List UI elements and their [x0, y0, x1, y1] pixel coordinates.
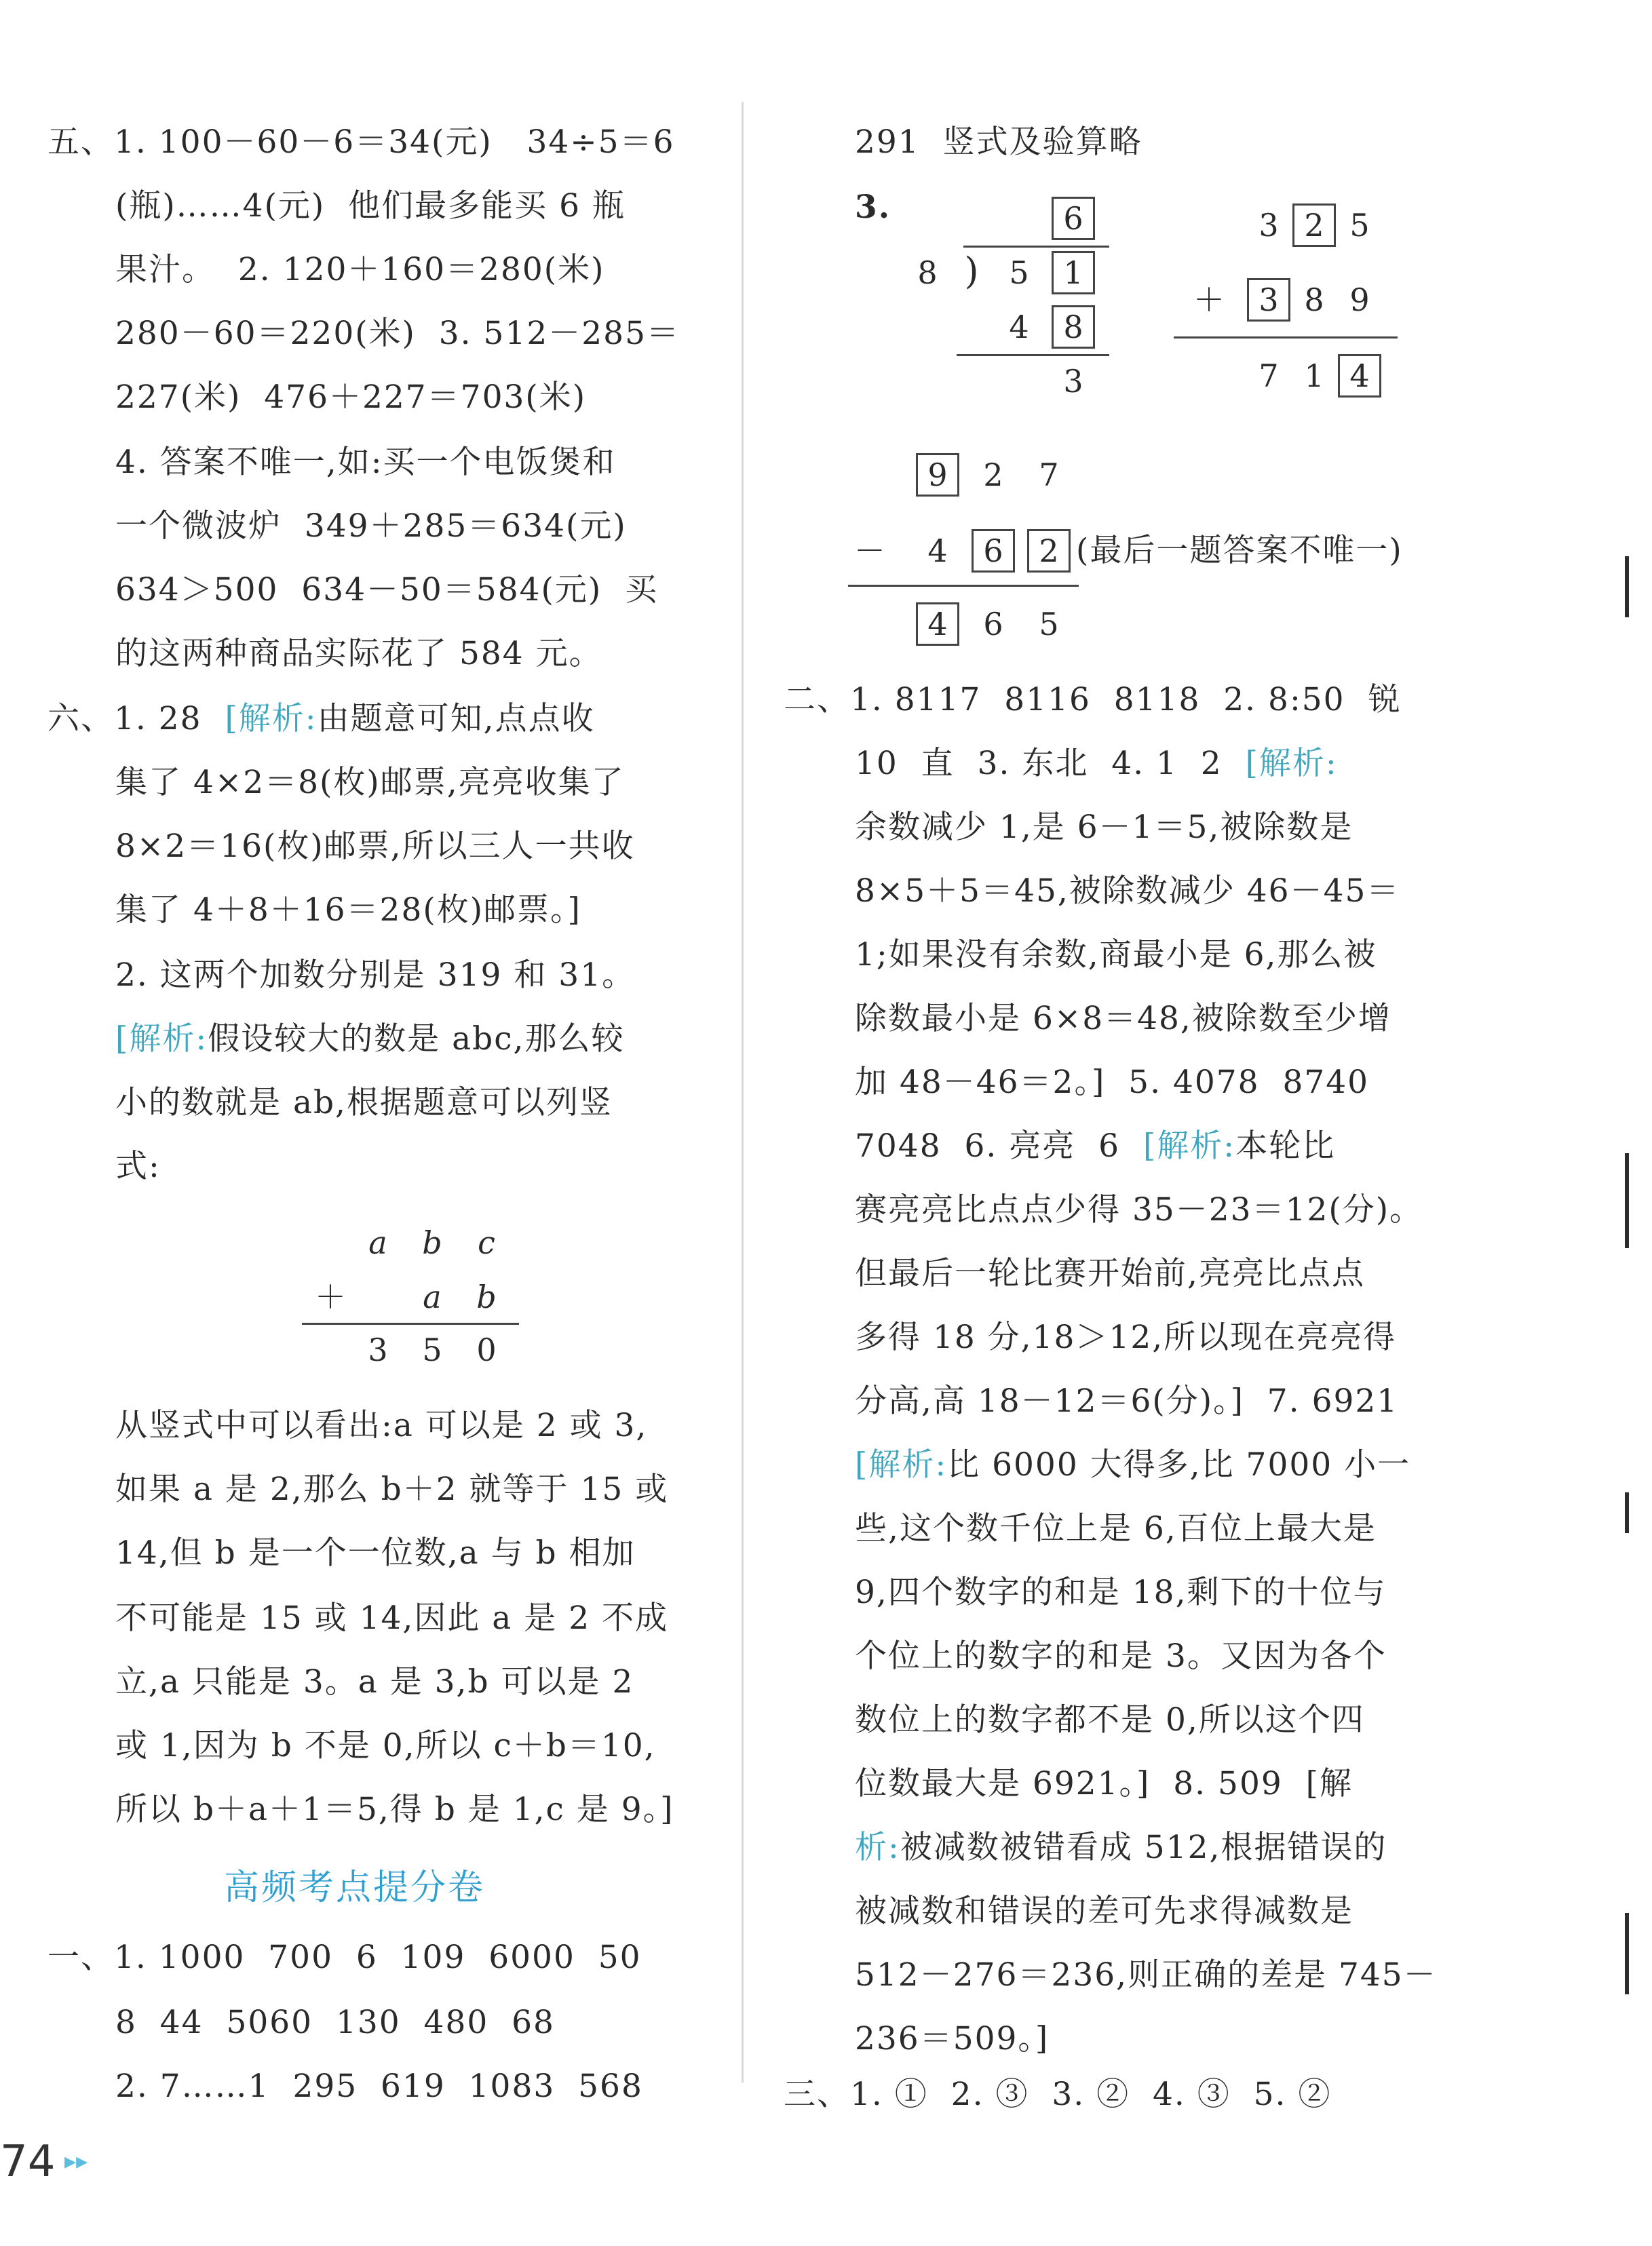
text-line: 的这两种商品实际花了 584 元。	[115, 635, 602, 672]
text-line: 个位上的数字的和是 3。又因为各个	[855, 1638, 1387, 1675]
scan-mark	[1625, 556, 1629, 617]
digit: 5	[1039, 606, 1059, 642]
text-line: 所以 b＋a＋1＝5,得 b 是 1,c 是 9。]	[115, 1791, 674, 1828]
section-heading: 高频考点提分卷	[224, 1867, 486, 1908]
text-line: (瓶)……4(元) 他们最多能买 6 瓶	[115, 187, 626, 225]
scan-mark	[1625, 1913, 1629, 1994]
digit: 4	[927, 533, 948, 569]
text-line: 291 竖式及验算略	[855, 123, 1142, 161]
text-line: 2. 这两个加数分别是 319 和 31。	[115, 956, 636, 994]
scan-mark	[1625, 1492, 1629, 1533]
digit: 3	[1259, 207, 1279, 244]
division-bracket: )	[964, 250, 979, 292]
digit: 5	[1349, 207, 1370, 244]
text-line: 7048 6. 亮亮 6 [解析:本轮比	[855, 1127, 1336, 1165]
text-line: 4. 答案不唯一,如:买一个电饭煲和	[115, 444, 616, 481]
text-line: 除数最小是 6×8＝48,被除数至少增	[855, 1000, 1391, 1037]
text-line: 分高,高 18－12＝6(分)。] 7. 6921	[855, 1382, 1399, 1420]
digit: c	[478, 1224, 495, 1261]
subtract-line	[957, 354, 1109, 356]
note-text: (最后一题答案不唯一)	[1076, 532, 1403, 569]
text-line: 数位上的数字都不是 0,所以这个四	[855, 1701, 1365, 1739]
text-line: 512－276＝236,则正确的差是 745－	[855, 1956, 1437, 1994]
digit: 5	[1009, 254, 1029, 291]
text-line: 多得 18 分,18＞12,所以现在亮亮得	[855, 1319, 1397, 1356]
minus-sign: －	[854, 533, 885, 569]
plus-sign: ＋	[1193, 282, 1225, 318]
digit: 3	[368, 1332, 388, 1368]
digit: 1	[1304, 357, 1324, 394]
text-line: 8×2＝16(枚)邮票,所以三人一共收	[115, 828, 635, 865]
text-line: 立,a 只能是 3。a 是 3,b 可以是 2	[115, 1663, 634, 1701]
digit: 6	[983, 533, 1003, 569]
text-line: 小的数就是 ab,根据题意可以列竖	[115, 1084, 613, 1121]
text-line: 或 1,因为 b 不是 0,所以 c＋b＝10,	[115, 1727, 656, 1764]
digit: 9	[1349, 282, 1370, 318]
digit: 8	[1063, 309, 1083, 345]
arrow-icon: ▸▸	[64, 2148, 88, 2175]
text-line: 余数减少 1,是 6－1＝5,被除数是	[855, 809, 1353, 846]
digit: b	[422, 1224, 442, 1261]
text-line: 一个微波炉 349＋285＝634(元)	[115, 507, 627, 545]
text-line: 如果 a 是 2,那么 b＋2 就等于 15 或	[115, 1471, 669, 1508]
text-line: 227(米) 476＋227＝703(米)	[115, 379, 587, 416]
division-bar	[963, 246, 1109, 248]
digit: 7	[1039, 457, 1059, 493]
digit: 2	[1304, 207, 1324, 244]
text-line: 一、1. 1000 700 6 109 6000 50	[47, 1939, 642, 1976]
sum-line	[302, 1323, 519, 1325]
digit: 3	[1259, 282, 1279, 318]
text-line: 五、1. 100－60－6＝34(元) 34÷5＝6	[47, 123, 675, 161]
text-line: 集了 4×2＝8(枚)邮票,亮亮收集了	[115, 764, 625, 801]
text-line: 被减数和错误的差可先求得减数是	[855, 1893, 1353, 1930]
digit: 8	[1304, 282, 1324, 318]
page-number: 74	[0, 2137, 56, 2187]
text-line: 位数最大是 6921。] 8. 509 [解	[855, 1765, 1353, 1802]
digit: 5	[422, 1332, 442, 1368]
digit: 6	[983, 606, 1003, 642]
text-line: [解析:假设较大的数是 abc,那么较	[115, 1020, 625, 1058]
question-label: 3.	[855, 189, 891, 226]
text-line: 9,四个数字的和是 18,剩下的十位与	[855, 1574, 1387, 1611]
text-line: 14,但 b 是一个一位数,a 与 b 相加	[115, 1534, 636, 1572]
plus-sign: ＋	[315, 1279, 346, 1315]
text-line: 六、1. 28 [解析:由题意可知,点点收	[47, 700, 595, 737]
digit: 3	[1063, 363, 1083, 400]
difference-line	[848, 585, 1079, 587]
digit: 8	[917, 254, 938, 291]
digit: b	[476, 1279, 497, 1315]
text-line: 8 44 5060 130 480 68	[115, 2004, 555, 2041]
scan-mark	[1625, 1153, 1629, 1248]
text-line: 2. 7……1 295 619 1083 568	[115, 2068, 643, 2105]
digit: 2	[983, 457, 1003, 493]
text-line: 些,这个数千位上是 6,百位上最大是	[855, 1510, 1377, 1547]
text-line: 析:被减数被错看成 512,根据错误的	[855, 1829, 1387, 1866]
text-line: 634＞500 634－50＝584(元) 买	[115, 571, 659, 608]
digit: 4	[1349, 357, 1370, 394]
text-line: 280－60＝220(米) 3. 512－285＝	[115, 315, 680, 352]
text-line: 集了 4＋8＋16＝28(枚)邮票。]	[115, 891, 581, 929]
text-line: 8×5＋5＝45,被除数减少 46－45＝	[855, 872, 1400, 910]
digit: 9	[927, 457, 948, 493]
text-line: 式:	[115, 1148, 161, 1185]
digit: 1	[1063, 254, 1083, 291]
text-line: 1;如果没有余数,商最小是 6,那么被	[855, 936, 1377, 973]
text-line: 三、1. ① 2. ③ 3. ② 4. ③ 5. ②	[784, 2076, 1332, 2113]
text-line: 但最后一轮比赛开始前,亮亮比点点	[855, 1255, 1365, 1292]
digit: 0	[476, 1332, 497, 1368]
text-line: 236＝509。]	[855, 2020, 1050, 2057]
digit: 4	[1009, 309, 1029, 345]
text-line: 10 直 3. 东北 4. 1 2 [解析:	[855, 745, 1338, 782]
digit: a	[423, 1279, 442, 1315]
text-line: 从竖式中可以看出:a 可以是 2 或 3,	[115, 1407, 648, 1444]
text-line: 不可能是 15 或 14,因此 a 是 2 不成	[115, 1600, 669, 1637]
text-line: 赛亮亮比点点少得 35－23＝12(分)。	[855, 1191, 1423, 1228]
text-line: 加 48－46＝2。] 5. 4078 8740	[855, 1064, 1370, 1101]
digit: 6	[1063, 200, 1083, 237]
text-line: 二、1. 8117 8116 8118 2. 8:50 锐	[784, 681, 1402, 718]
sum-line	[1174, 336, 1398, 338]
digit: 7	[1259, 357, 1279, 394]
text-line: 果汁。 2. 120＋160＝280(米)	[115, 251, 605, 288]
text-line: [解析:比 6000 大得多,比 7000 小一	[855, 1446, 1411, 1484]
digit: 2	[1039, 533, 1059, 569]
column-divider	[742, 102, 744, 2083]
digit: a	[368, 1224, 387, 1261]
digit: 4	[927, 606, 948, 642]
